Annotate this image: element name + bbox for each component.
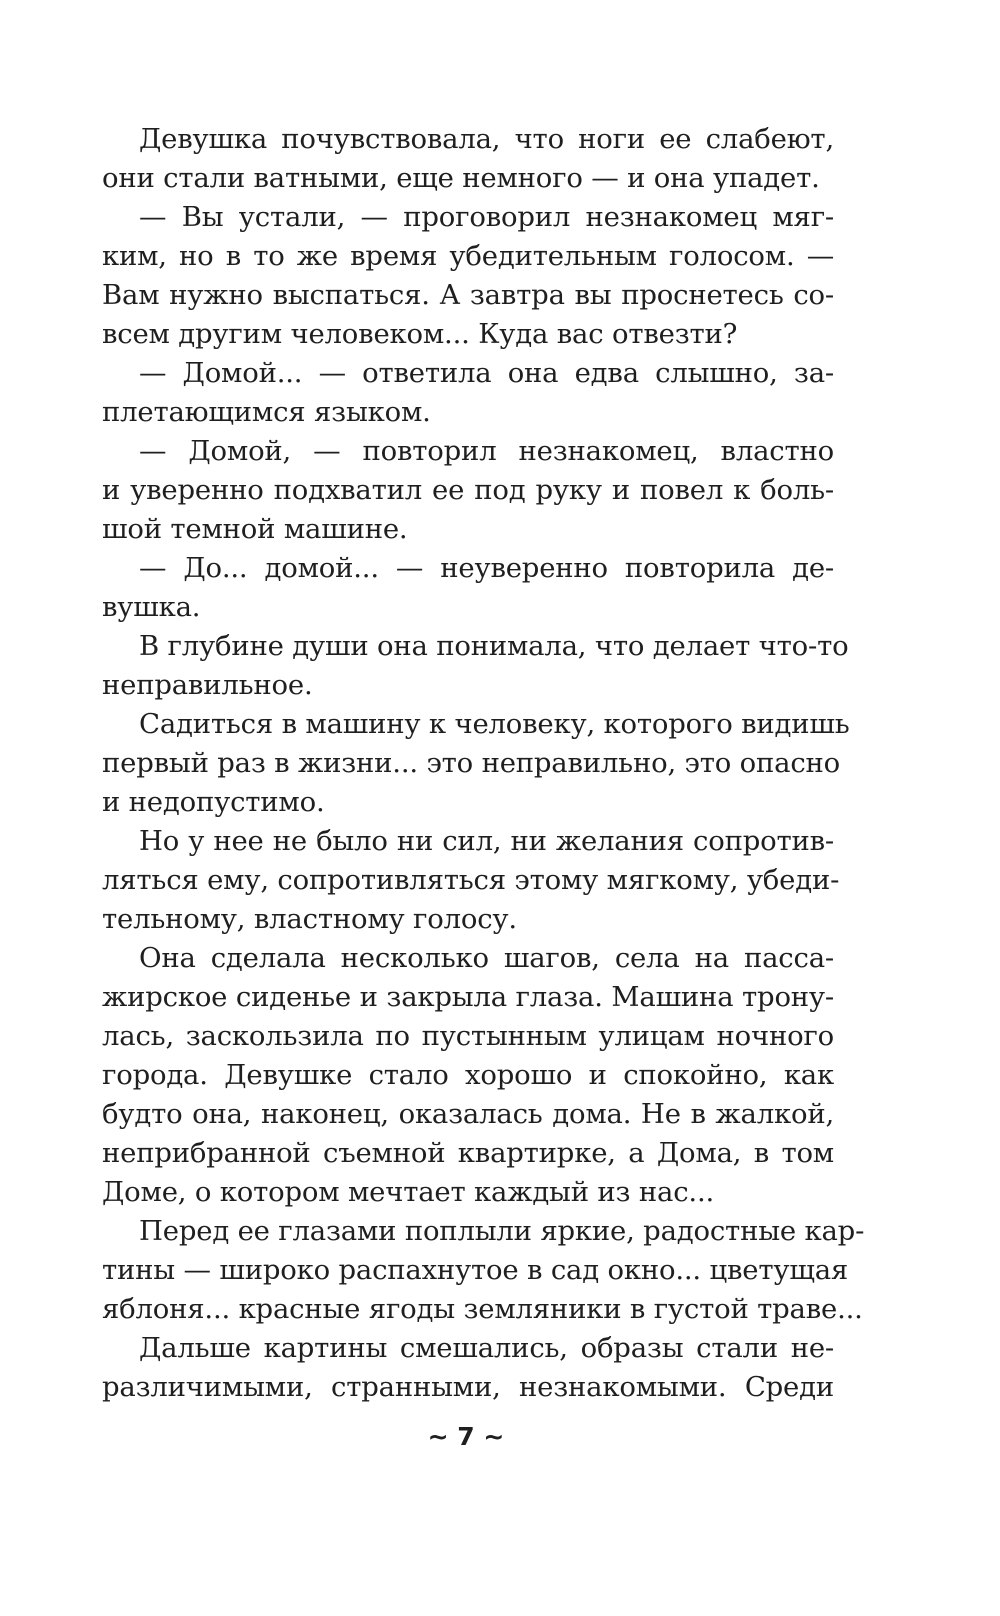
text-line: города. Девушке стало хорошо и спокойно, как [102,1059,834,1091]
text-line: всем другим человеком... Куда вас отвезти? [102,318,738,350]
text-line: жирское сиденье и закрыла глаза. Машина трону- [102,981,834,1013]
text-line: будто она, наконец, оказалась дома. Не в жалкой, [102,1098,834,1130]
text-line: первый раз в жизни... это неправильно, это опасно [102,747,841,779]
text-line: Перед ее глазами поплыли яркие, радостные кар- [139,1215,865,1247]
text-line: ляться ему, сопротивляться этому мягкому, убеди- [102,864,840,896]
text-line: вушка. [102,591,201,623]
text-line: — Домой, — повторил незнакомец, властно [139,435,834,467]
text-line: шой темной машине. [102,513,408,545]
text-line: Садиться в машину к человеку, которого видишь [139,708,850,740]
text-line: различимыми, странными, незнакомыми. Среди [102,1371,834,1403]
page-number: ~ 7 ~ [427,1422,505,1451]
text-line: неприбранной съемной квартирке, а Дома, в том [102,1137,834,1169]
text-line: и уверенно подхватил ее под руку и повел к боль- [102,474,834,506]
text-line: Вам нужно выспаться. А завтра вы проснетесь со- [102,279,834,311]
body-text [102,120,865,1407]
text-line: неправильное. [102,669,313,701]
text-line: Девушка почувствовала, что ноги ее слабеют, [139,123,834,155]
text-line: Она сделала несколько шагов, села на пасса- [139,942,834,974]
text-line: ким, но в то же время убедительным голосом. — [102,240,834,272]
text-line: лась, заскользила по пустынным улицам ночного [102,1020,834,1052]
text-line: тины — широко распахнутое в сад окно... цветущая [102,1254,849,1286]
text-line: — Вы устали, — проговорил незнакомец мяг- [139,201,834,233]
text-line: тельному, властному голосу. [102,903,517,935]
text-line: яблоня... красные ягоды земляники в густой траве... [102,1293,863,1325]
text-line: Дальше картины смешались, образы стали не- [139,1332,834,1364]
text-line: — До... домой... — неуверенно повторила де- [139,552,834,584]
text-line: плетающимся языком. [102,396,431,428]
text-line: Доме, о котором мечтает каждый из нас... [102,1176,715,1208]
text-line: В глубине души она понимала, что делает что-то [139,630,849,662]
text-line: они стали ватными, еще немного — и она упадет. [102,162,820,194]
text-line: Но у нее не было ни сил, ни желания сопротив- [139,825,834,857]
text-line: — Домой... — ответила она едва слышно, за- [139,357,834,389]
text-line: и недопустимо. [102,786,325,818]
